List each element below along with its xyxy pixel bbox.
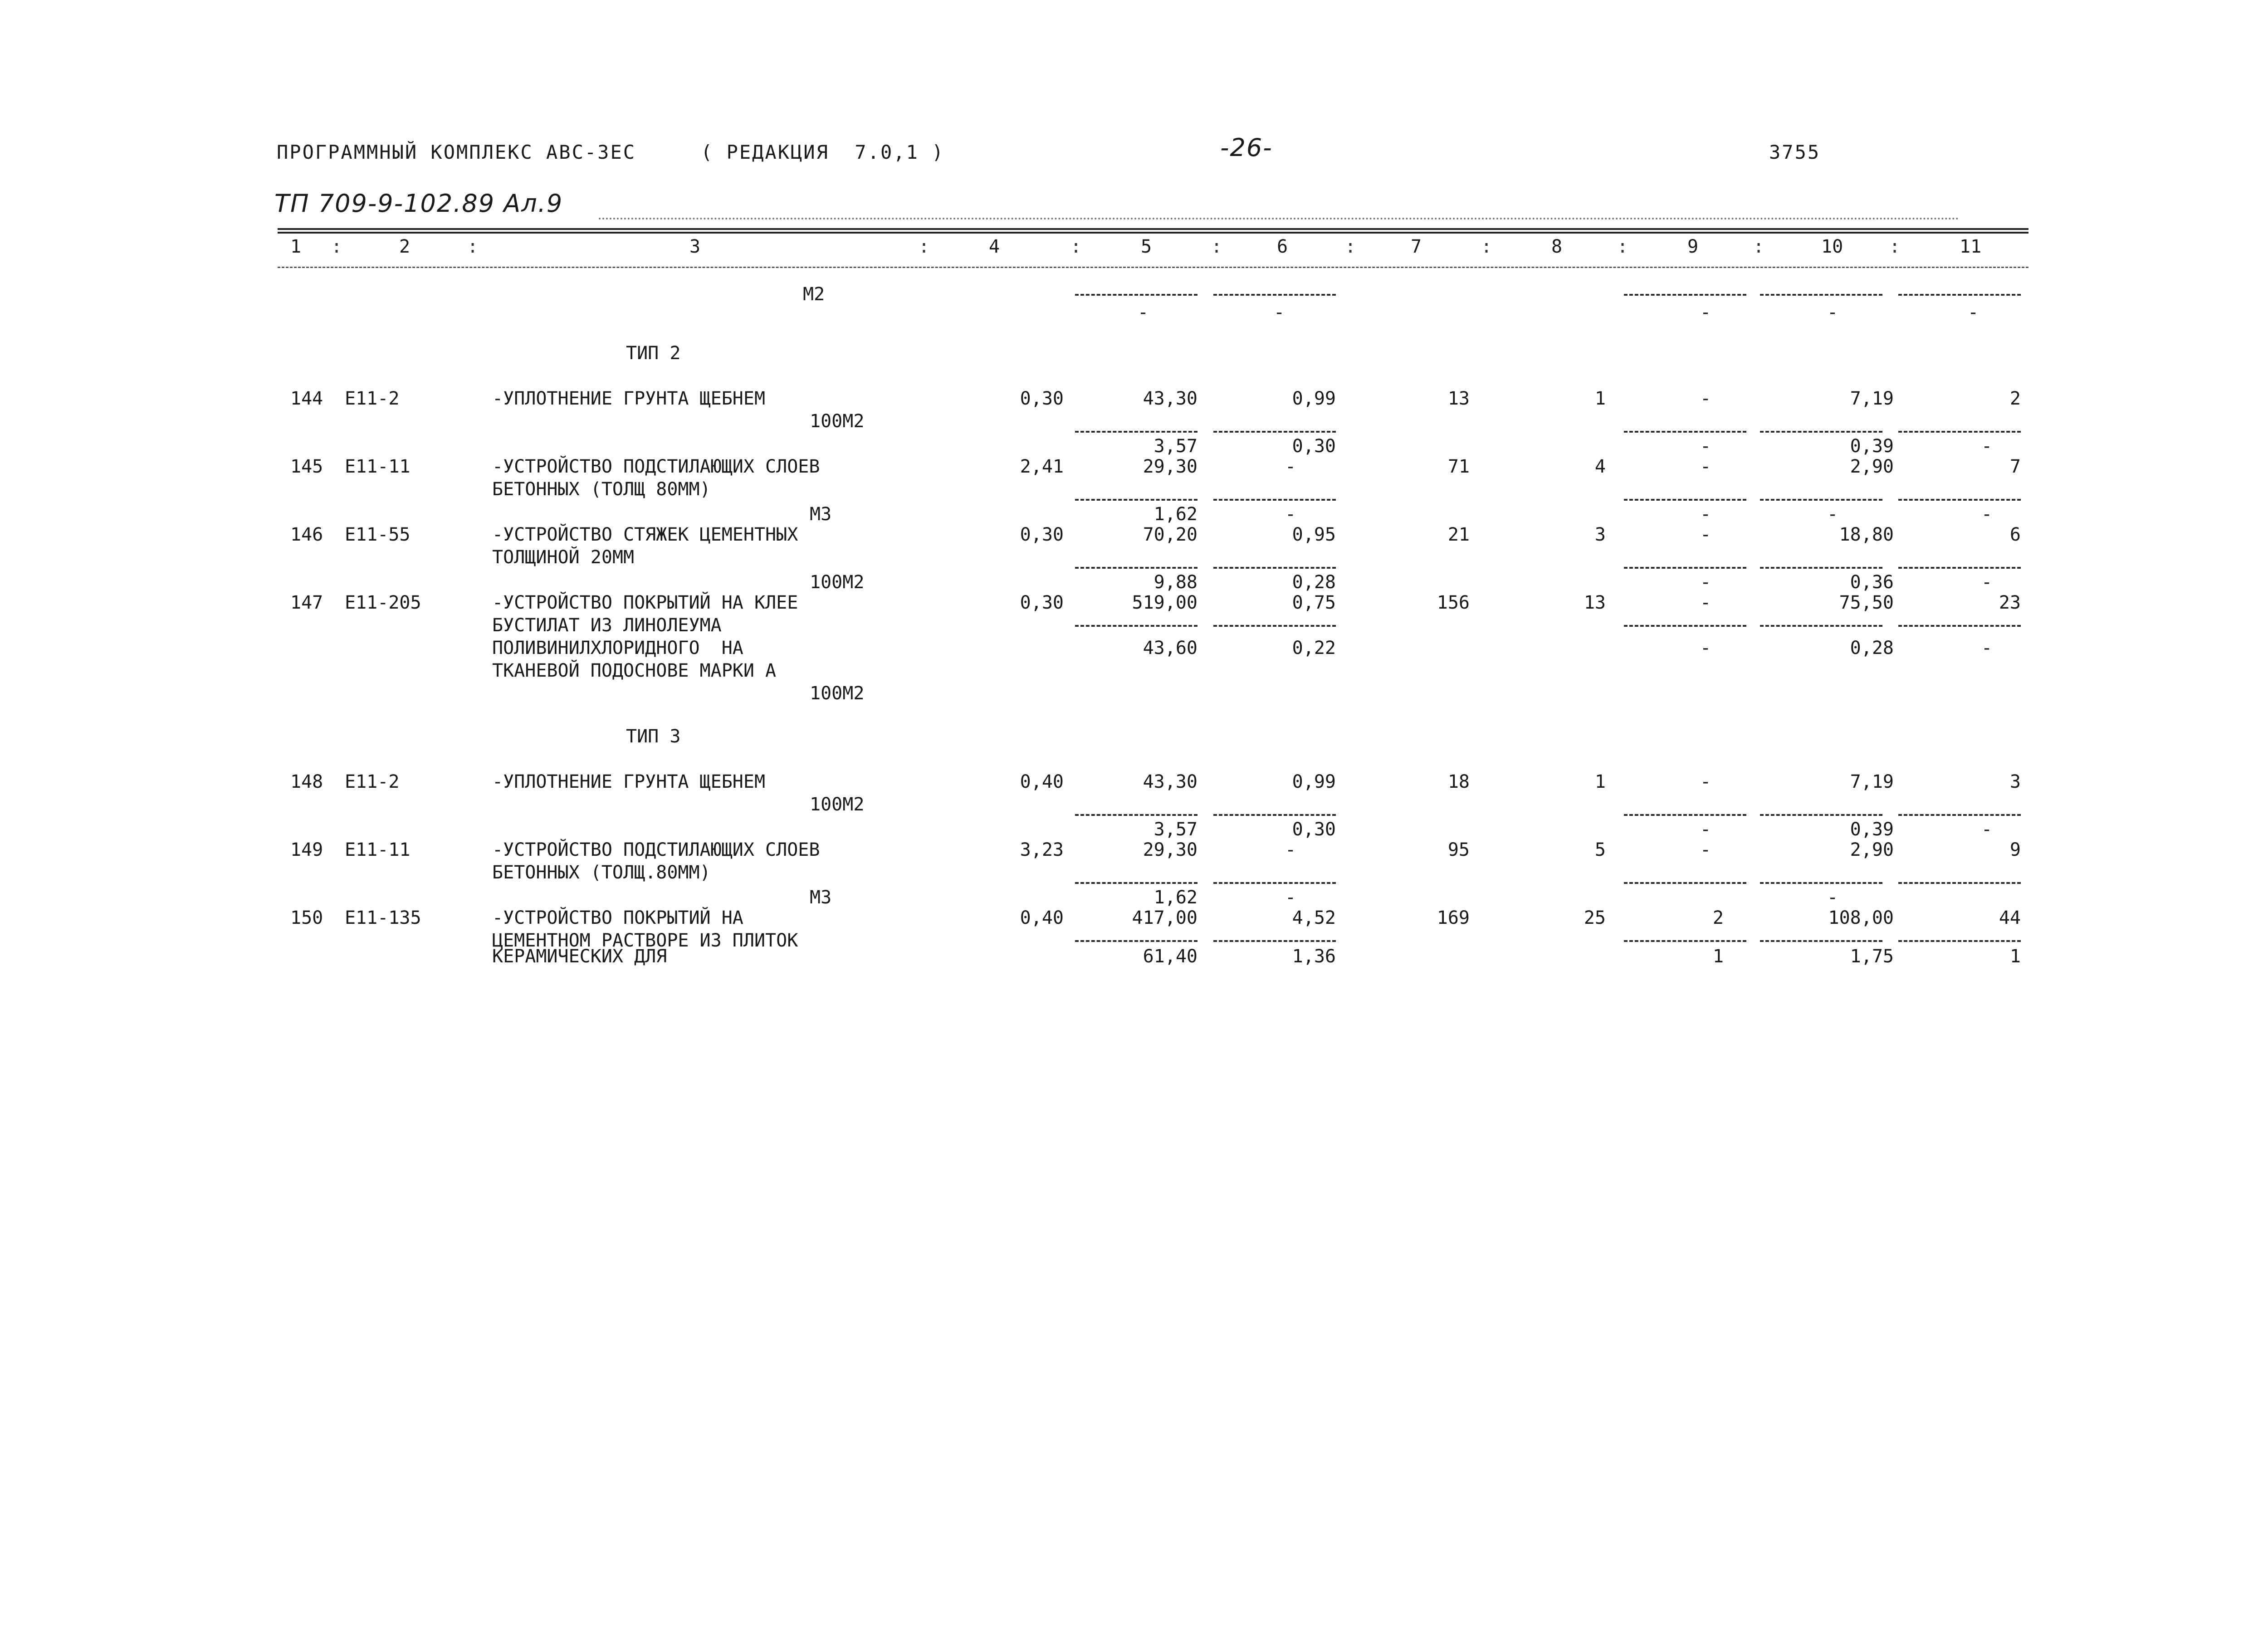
cell-separator-line [1898, 294, 2021, 296]
cell-c4: 3,23 [1020, 839, 1064, 860]
cell-c9: 2 [1712, 907, 1724, 928]
cell-c10: 2,90 [1850, 456, 1894, 477]
cell-c7: 95 [1447, 839, 1470, 860]
cell-c10: 0,39 [1850, 819, 1894, 840]
cell-c9: - [1700, 302, 1711, 323]
cell-separator-line [1760, 567, 1882, 569]
cell-type: ТИП 3 [626, 726, 681, 747]
cell-separator-line [1760, 940, 1882, 942]
column-separator: : [1889, 236, 1901, 257]
cell-desc3: ПОЛИВИНИЛХЛОРИДНОГО НА [492, 638, 743, 658]
column-separators: : [331, 236, 342, 257]
cell-separator-line [1898, 940, 2021, 942]
cell-c10: 1,75 [1850, 946, 1894, 967]
column-separator: : [1345, 236, 1356, 257]
cell-separator-line [1624, 882, 1746, 884]
cell-c8: 3 [1594, 524, 1606, 545]
column-number-5: 5 [1141, 236, 1152, 257]
cell-c6: 0,28 [1292, 572, 1336, 593]
cell-c7: 21 [1447, 524, 1470, 545]
cell-c9: - [1700, 436, 1711, 457]
cell-code: Е11-11 [345, 456, 411, 477]
table-top-rule-2 [278, 232, 2028, 234]
cell-desc: -УПЛОТНЕНИЕ ГРУНТА ЩЕБНЕМ [492, 388, 766, 409]
cell-c9: 1 [1712, 946, 1724, 967]
cell-c9: - [1700, 771, 1711, 792]
header-bottom-rule [278, 267, 2028, 268]
cell-separator-line [1760, 625, 1882, 627]
document-code: 3755 [1769, 141, 1821, 163]
cell-desc2: БЕТОННЫХ (ТОЛЩ 80ММ) [492, 479, 711, 500]
cell-n: 146 [290, 524, 323, 545]
cell-c9: - [1700, 524, 1711, 545]
cell-c11: 1 [2009, 946, 2021, 967]
cell-c9: - [1700, 504, 1711, 525]
cell-c6: - [1285, 456, 1296, 477]
cell-desc: -УСТРОЙСТВО ПОДСТИЛАЮЩИХ СЛОЕВ [492, 839, 820, 860]
cell-c9: - [1700, 592, 1711, 613]
cell-separator-line [1075, 882, 1198, 884]
cell-c6: 0,30 [1292, 819, 1336, 840]
column-number-8: 8 [1551, 236, 1563, 257]
table-top-rule [278, 228, 2028, 230]
cell-separator-line [1075, 499, 1198, 501]
cell-c4: 0,30 [1020, 592, 1064, 613]
cell-separator-line [1898, 882, 2021, 884]
cell-c5: 29,30 [1143, 839, 1198, 860]
column-number-1: 1 [290, 236, 302, 257]
cell-separator-line [1075, 431, 1198, 433]
column-separator: : [1211, 236, 1222, 257]
cell-unit: 100М2 [810, 411, 865, 432]
cell-c11: 9 [2009, 839, 2021, 860]
cell-separator-line [1624, 567, 1746, 569]
cell-n: 147 [290, 592, 323, 613]
cell-separator-line [1213, 882, 1336, 884]
cell-c5: 3,57 [1154, 819, 1198, 840]
cell-unit: 100М2 [810, 794, 865, 815]
cell-separator-line [1624, 814, 1746, 816]
cell-c6: 0,22 [1292, 638, 1336, 658]
cell-desc: -УСТРОЙСТВО ПОДСТИЛАЮЩИХ СЛОЕВ [492, 456, 820, 477]
cell-c4: 0,40 [1020, 907, 1064, 928]
cell-c5: 61,40 [1143, 946, 1198, 967]
cell-c6: 0,30 [1292, 436, 1336, 457]
cell-code: Е11-2 [345, 771, 400, 792]
cell-separator-line [1760, 882, 1882, 884]
cell-code: Е11-2 [345, 388, 400, 409]
cell-c10: 75,50 [1839, 592, 1894, 613]
cell-desc3: КЕРАМИЧЕСКИХ ДЛЯ [492, 946, 667, 967]
cell-separator-line [1624, 499, 1746, 501]
cell-c10: 7,19 [1850, 771, 1894, 792]
cell-c11: - [1981, 504, 1993, 525]
cell-separator-line [1075, 814, 1198, 816]
cell-c9: - [1700, 839, 1711, 860]
cell-c11: - [1981, 819, 1993, 840]
column-number-2: 2 [399, 236, 411, 257]
cell-c7: 169 [1437, 907, 1470, 928]
cell-separator-line [1898, 499, 2021, 501]
column-number-9: 9 [1687, 236, 1699, 257]
cell-c5: 9,88 [1154, 572, 1198, 593]
cell-c7: 71 [1447, 456, 1470, 477]
cell-desc2: БЕТОННЫХ (ТОЛЩ.80ММ) [492, 862, 711, 883]
cell-separator-line [1624, 294, 1746, 296]
cell-n: 150 [290, 907, 323, 928]
cell-c10: 2,90 [1850, 839, 1894, 860]
cell-c6: 4,52 [1292, 907, 1336, 928]
cell-c5: - [1137, 302, 1149, 323]
cell-separator-line [1760, 499, 1882, 501]
column-separator: : [919, 236, 930, 257]
cell-c11: 23 [1999, 592, 2021, 613]
cell-separator-line [1760, 431, 1882, 433]
cell-c6: - [1285, 839, 1296, 860]
cell-c6: 0,95 [1292, 524, 1336, 545]
column-number-6: 6 [1277, 236, 1288, 257]
cell-separator-line [1075, 625, 1198, 627]
cell-c11: - [1967, 302, 1979, 323]
cell-c8: 1 [1594, 388, 1606, 409]
cell-code: Е11-135 [345, 907, 421, 928]
cell-c6: - [1285, 887, 1296, 908]
cell-c6: 0,75 [1292, 592, 1336, 613]
cell-c10: 0,39 [1850, 436, 1894, 457]
cell-desc2: ТОЛЩИНОЙ 20ММ [492, 547, 635, 568]
column-separator: : [467, 236, 479, 257]
cell-separator-line [1760, 814, 1882, 816]
column-number-4: 4 [989, 236, 1000, 257]
cell-code: Е11-11 [345, 839, 411, 860]
cell-desc: -УСТРОЙСТВО ПОКРЫТИЙ НА КЛЕЕ [492, 592, 798, 613]
project-reference: ТП 709-9-102.89 Ал.9 [274, 189, 563, 218]
cell-c11: 3 [2009, 771, 2021, 792]
cell-c7: 156 [1437, 592, 1470, 613]
cell-c10: 18,80 [1839, 524, 1894, 545]
cell-separator-line [1898, 625, 2021, 627]
cell-c5: 43,30 [1143, 771, 1198, 792]
cell-separator-line [1075, 567, 1198, 569]
cell-c9: - [1700, 638, 1711, 658]
cell-c10: 0,28 [1850, 638, 1894, 658]
cell-c10: 7,19 [1850, 388, 1894, 409]
column-separator: : [1481, 236, 1492, 257]
edition-label: ( РЕДАКЦИЯ 7.0,1 ) [701, 141, 945, 163]
cell-code: Е11-55 [345, 524, 411, 545]
cell-separator-line [1760, 294, 1882, 296]
cell-n: 145 [290, 456, 323, 477]
cell-c9: - [1700, 819, 1711, 840]
cell-c7: 13 [1447, 388, 1470, 409]
column-separator: : [1070, 236, 1082, 257]
cell-c9: - [1700, 572, 1711, 593]
cell-c11: - [1981, 572, 1993, 593]
cell-c6: 0,99 [1292, 771, 1336, 792]
cell-c11: - [1981, 638, 1993, 658]
cell-separator-line [1213, 814, 1336, 816]
cell-separator-line [1213, 499, 1336, 501]
column-separator: : [1753, 236, 1765, 257]
cell-separator-line [1075, 940, 1198, 942]
cell-desc2: ЦЕМЕНТНОМ РАСТВОРЕ ИЗ ПЛИТОК [492, 930, 798, 951]
cell-separator-line [1213, 567, 1336, 569]
cell-c5: 1,62 [1154, 504, 1198, 525]
cell-type: ТИП 2 [626, 343, 681, 364]
cell-separator-line [1213, 294, 1336, 296]
column-separator: : [1617, 236, 1628, 257]
cell-c4: 2,41 [1020, 456, 1064, 477]
cell-unit: М3 [810, 887, 832, 908]
cell-c8: 4 [1594, 456, 1606, 477]
cell-separator-line [1624, 940, 1746, 942]
cell-c10: - [1827, 302, 1838, 323]
cell-c6: - [1273, 302, 1285, 323]
cell-c4: 0,30 [1020, 524, 1064, 545]
cell-separator-line [1213, 431, 1336, 433]
cell-c10: - [1827, 887, 1838, 908]
cell-desc2: БУСТИЛАТ ИЗ ЛИНОЛЕУМА [492, 615, 722, 636]
cell-unit: М3 [810, 504, 832, 525]
cell-separator-line [1075, 294, 1198, 296]
cell-n: 144 [290, 388, 323, 409]
cell-c11: 7 [2009, 456, 2021, 477]
cell-n: 149 [290, 839, 323, 860]
cell-c11: 44 [1999, 907, 2021, 928]
cell-c11: - [1981, 436, 1993, 457]
cell-c4: 0,30 [1020, 388, 1064, 409]
cell-c11: 6 [2009, 524, 2021, 545]
cell-c10: 0,36 [1850, 572, 1894, 593]
cell-desc4: ТКАНЕВОЙ ПОДОСНОВЕ МАРКИ А [492, 660, 777, 681]
column-number-11: 11 [1960, 236, 1982, 257]
cell-c8: 13 [1584, 592, 1606, 613]
cell-m2: М2 [803, 284, 825, 305]
cell-separator-line [1898, 431, 2021, 433]
cell-unit: 100М2 [810, 683, 865, 704]
cell-c6: 1,36 [1292, 946, 1336, 967]
cell-c6: - [1285, 504, 1296, 525]
cell-c4: 0,40 [1020, 771, 1064, 792]
cell-c9: - [1700, 456, 1711, 477]
cell-separator-line [1624, 625, 1746, 627]
cell-separator-line [1624, 431, 1746, 433]
cell-c7: 18 [1447, 771, 1470, 792]
cell-c8: 25 [1584, 907, 1606, 928]
cell-n: 148 [290, 771, 323, 792]
cell-c5: 417,00 [1132, 907, 1198, 928]
cell-c8: 5 [1594, 839, 1606, 860]
column-number-3: 3 [689, 236, 701, 257]
cell-c10: - [1827, 504, 1838, 525]
cell-c9: - [1700, 388, 1711, 409]
cell-c11: 2 [2009, 388, 2021, 409]
page-number: -26- [1220, 133, 1273, 162]
cell-c5: 1,62 [1154, 887, 1198, 908]
cell-separator-line [1898, 814, 2021, 816]
cell-c5: 29,30 [1143, 456, 1198, 477]
cell-separator-line [1213, 625, 1336, 627]
cell-c5: 43,60 [1143, 638, 1198, 658]
cell-separator-line [1213, 940, 1336, 942]
cell-c6: 0,99 [1292, 388, 1336, 409]
cell-c5: 70,20 [1143, 524, 1198, 545]
cell-c5: 43,30 [1143, 388, 1198, 409]
header-dotted-rule [599, 218, 1960, 219]
cell-code: Е11-205 [345, 592, 421, 613]
cell-desc: -УПЛОТНЕНИЕ ГРУНТА ЩЕБНЕМ [492, 771, 766, 792]
column-number-7: 7 [1411, 236, 1422, 257]
cell-c8: 1 [1594, 771, 1606, 792]
cell-c5: 519,00 [1132, 592, 1198, 613]
cell-c10: 108,00 [1828, 907, 1894, 928]
column-number-10: 10 [1821, 236, 1843, 257]
cell-unit: 100М2 [810, 572, 865, 593]
cell-desc: -УСТРОЙСТВО СТЯЖЕК ЦЕМЕНТНЫХ [492, 524, 798, 545]
cell-c5: 3,57 [1154, 436, 1198, 457]
program-title: ПРОГРАММНЫЙ КОМПЛЕКС АВС-3ЕС [277, 141, 636, 163]
cell-separator-line [1898, 567, 2021, 569]
cell-desc: -УСТРОЙСТВО ПОКРЫТИЙ НА [492, 907, 743, 928]
